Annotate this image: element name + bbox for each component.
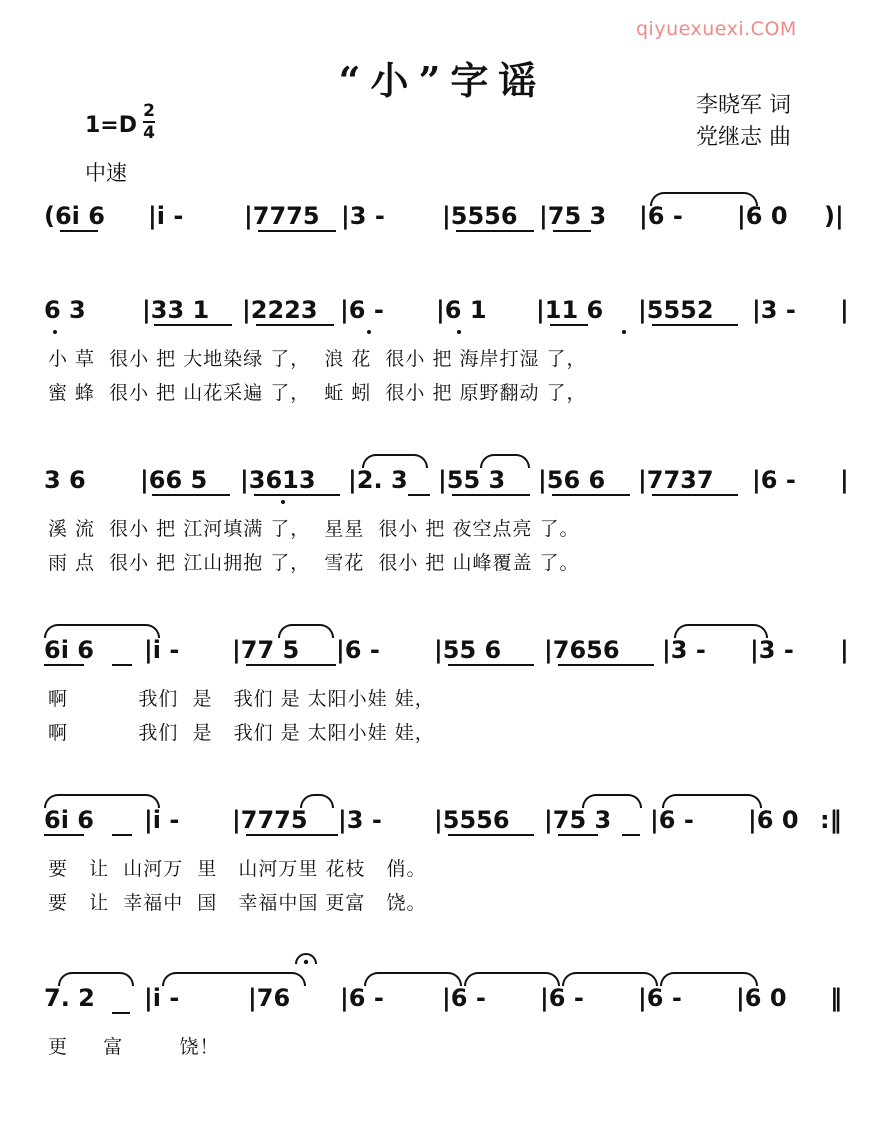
- underline-beam: [448, 834, 534, 836]
- measure: 6 3: [44, 296, 86, 324]
- measure: |7737: [638, 466, 714, 494]
- measure: |6 -: [639, 202, 683, 230]
- measure: )|: [824, 202, 844, 230]
- low-octave-dot: [53, 330, 57, 334]
- measure: |: [840, 636, 849, 664]
- underline-beam: [408, 494, 430, 496]
- measure: |6 -: [650, 806, 694, 834]
- lyric-verse-1: 小 草 很小 把 大地染绿 了， 浪 花 很小 把 海岸打湿 了，: [48, 348, 587, 370]
- score-line-4: [44, 630, 854, 670]
- tie-arc: [480, 454, 530, 468]
- measure: |3 -: [752, 296, 796, 324]
- underline-beam: [112, 664, 132, 666]
- low-octave-dot: [281, 500, 285, 504]
- tie-arc: [582, 794, 642, 808]
- measure: |i -: [144, 806, 180, 834]
- measure: |75 3: [544, 806, 612, 834]
- underline-beam: [60, 230, 98, 232]
- underline-beam: [652, 324, 738, 326]
- measure: (6i 6: [44, 202, 105, 230]
- score-line-1: [44, 196, 854, 236]
- underline-beam: [652, 494, 738, 496]
- measure: |11 6: [536, 296, 604, 324]
- tie-arc: [662, 794, 762, 808]
- measure: |3 -: [662, 636, 706, 664]
- underline-beam: [246, 834, 338, 836]
- tie-arc: [562, 972, 658, 986]
- measure: |55 6: [434, 636, 502, 664]
- underline-beam: [44, 664, 84, 666]
- score-line-6: [44, 978, 854, 1018]
- measure: |6 -: [340, 984, 384, 1012]
- measure: |5556: [442, 202, 518, 230]
- underline-beam: [112, 1012, 130, 1014]
- measure: 3 6: [44, 466, 86, 494]
- underline-beam: [558, 834, 598, 836]
- score-line-2: [44, 290, 854, 330]
- lyric-verse-2: 雨 点 很小 把 江山拥抱 了， 雪花 很小 把 山峰覆盖 了。: [48, 552, 580, 574]
- underline-beam: [553, 230, 591, 232]
- measure: |6 -: [540, 984, 584, 1012]
- underline-beam: [44, 834, 84, 836]
- tie-arc: [362, 454, 428, 468]
- measure: |3 -: [338, 806, 382, 834]
- underline-beam: [452, 494, 530, 496]
- measure: |3 -: [750, 636, 794, 664]
- watermark-text: qiyuexuexi.COM: [636, 18, 797, 40]
- tie-arc: [162, 972, 306, 986]
- measure: |3 -: [341, 202, 385, 230]
- tie-arc: [58, 972, 134, 986]
- underline-beam: [456, 230, 534, 232]
- underline-beam: [622, 834, 640, 836]
- measure: |: [840, 466, 849, 494]
- tempo-marking: 中速: [85, 161, 127, 185]
- low-octave-dot: [622, 330, 626, 334]
- underline-beam: [254, 494, 340, 496]
- tie-arc: [464, 972, 560, 986]
- time-signature-bottom: 4: [143, 123, 155, 143]
- lyric-verse-2: 啊 我们 是 我们 是 太阳小娃 娃，: [48, 722, 435, 744]
- measure: |55 3: [438, 466, 506, 494]
- measure: 6i 6: [44, 806, 94, 834]
- underline-beam: [550, 324, 588, 326]
- measure: |3613: [240, 466, 316, 494]
- measure: |66 5: [140, 466, 208, 494]
- tie-arc: [660, 972, 758, 986]
- lyric-verse-1: 要 让 山河万 里 山河万里 花枝 俏。: [48, 858, 427, 880]
- measure: |7775: [232, 806, 308, 834]
- measure: |7775: [244, 202, 320, 230]
- tie-arc: [44, 624, 160, 638]
- measure: |6 -: [442, 984, 486, 1012]
- lyric-verse-1: 溪 流 很小 把 江河填满 了， 星星 很小 把 夜空点亮 了。: [48, 518, 580, 540]
- measure: |5552: [638, 296, 714, 324]
- tie-arc: [364, 972, 462, 986]
- underline-beam: [552, 494, 630, 496]
- measure: |2. 3: [348, 466, 408, 494]
- measure: ‖: [830, 984, 842, 1012]
- lyricist-credit: 李晓军 词: [696, 93, 791, 118]
- measure: |6 -: [752, 466, 796, 494]
- tie-arc: [278, 624, 334, 638]
- time-signature: [143, 102, 155, 142]
- tie-arc: [300, 794, 334, 808]
- composer-credit: 党继志 曲: [696, 125, 791, 150]
- measure: |i -: [144, 984, 180, 1012]
- song-title: “小”字谣: [338, 58, 547, 103]
- lyric-verse-2: 蜜 蜂 很小 把 山花采遍 了， 蚯 蚓 很小 把 原野翻动 了，: [48, 382, 587, 404]
- lyric-ending: 更 富 饶！: [48, 1036, 220, 1058]
- low-octave-dot: [457, 330, 461, 334]
- underline-beam: [558, 664, 654, 666]
- measure: |75 3: [539, 202, 607, 230]
- measure: |6 -: [336, 636, 380, 664]
- key-signature: 1=D: [85, 113, 138, 138]
- underline-beam: [154, 324, 232, 326]
- measure: |6 0: [748, 806, 799, 834]
- measure: |6 1: [436, 296, 487, 324]
- underline-beam: [258, 230, 336, 232]
- measure: |6 -: [340, 296, 384, 324]
- time-signature-top: 2: [143, 101, 155, 121]
- tie-arc: [674, 624, 768, 638]
- underline-beam: [112, 834, 132, 836]
- score-line-3: [44, 460, 854, 500]
- fermata-icon: [294, 950, 318, 966]
- measure: |6 0: [736, 984, 787, 1012]
- underline-beam: [152, 494, 230, 496]
- measure: |6 0: [737, 202, 788, 230]
- tie-arc: [650, 192, 758, 206]
- measure: |: [840, 296, 849, 324]
- measure: |2223: [242, 296, 318, 324]
- measure: 6i 6: [44, 636, 94, 664]
- underline-beam: [256, 324, 334, 326]
- measure: |33 1: [142, 296, 210, 324]
- measure: |76: [248, 984, 291, 1012]
- measure: |56 6: [538, 466, 606, 494]
- lyric-verse-1: 啊 我们 是 我们 是 太阳小娃 娃，: [48, 688, 435, 710]
- measure: |6 -: [638, 984, 682, 1012]
- measure: :‖: [820, 806, 842, 834]
- measure: |7656: [544, 636, 620, 664]
- measure: 7. 2: [44, 984, 95, 1012]
- measure: |77 5: [232, 636, 300, 664]
- tie-arc: [44, 794, 160, 808]
- low-octave-dot: [367, 330, 371, 334]
- score-line-5: [44, 800, 854, 840]
- measure: |5556: [434, 806, 510, 834]
- measure: |i -: [148, 202, 184, 230]
- lyric-verse-2: 要 让 幸福中 国 幸福中国 更富 饶。: [48, 892, 427, 914]
- underline-beam: [246, 664, 336, 666]
- measure: |i -: [144, 636, 180, 664]
- underline-beam: [448, 664, 534, 666]
